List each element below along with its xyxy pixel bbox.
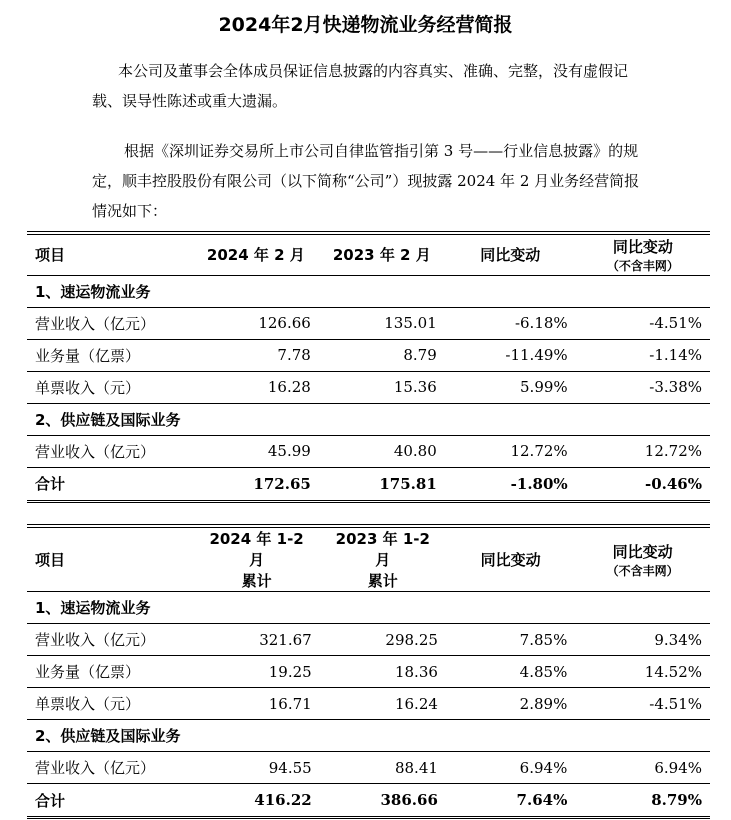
total-2023: 386.66: [320, 784, 446, 818]
table-header-row: [27, 526, 710, 592]
total-2023: 175.81: [319, 467, 445, 501]
total-yoy-excl: -0.46%: [576, 467, 710, 501]
cell-2023: 40.80: [319, 435, 445, 467]
row-label: 单票收入（元）: [27, 688, 193, 720]
header-2023-jan-feb-label: 2023 年 1-2 月: [335, 530, 430, 569]
cell-2024: 94.55: [193, 752, 319, 784]
table-row: [27, 752, 710, 784]
cell-yoy: 5.99%: [445, 371, 576, 403]
cell-yoy: 2.89%: [446, 688, 575, 720]
total-2024: 172.65: [193, 467, 319, 501]
cell-yoy-excl: -4.51%: [575, 688, 710, 720]
cell-yoy: -6.18%: [445, 307, 576, 339]
section-label: 2、供应链及国际业务: [27, 403, 710, 435]
header-yoy-excl: [575, 526, 710, 592]
table-row: [27, 371, 710, 403]
total-label: 合计: [27, 467, 193, 501]
cell-yoy: 12.72%: [445, 435, 576, 467]
section-label: 2、供应链及国际业务: [27, 720, 710, 752]
header-yoy: 同比变动: [480, 246, 541, 265]
cell-2023: 8.79: [319, 339, 445, 371]
header-yoy-excl-sub: （不含丰网）: [606, 563, 679, 578]
total-2024: 416.22: [193, 784, 319, 818]
disclaimer-paragraph: 本公司及董事会全体成员保证信息披露的内容真实、准确、完整，没有虚假记载、误导性陈述或重大遗漏。: [92, 62, 629, 110]
cell-2024: 126.66: [193, 307, 319, 339]
cell-yoy-excl: -4.51%: [576, 307, 710, 339]
header-2024-feb: 2024 年 2 月: [206, 246, 305, 265]
cumulative-report-table: [27, 524, 710, 819]
section-row-express: [27, 275, 710, 307]
cell-yoy-excl: 6.94%: [575, 752, 710, 784]
row-label: 业务量（亿票）: [27, 339, 193, 371]
cell-yoy-excl: 14.52%: [575, 656, 710, 688]
row-label: 单票收入（元）: [27, 371, 193, 403]
total-yoy-excl: 8.79%: [575, 784, 710, 818]
section-row-supply-chain: [27, 720, 710, 752]
cell-2024: 16.71: [193, 688, 319, 720]
header-yoy-excl-label: 同比变动: [612, 542, 673, 561]
header-2024-jan-feb: [193, 526, 319, 592]
cell-yoy: 7.85%: [446, 624, 575, 656]
table-row: [27, 435, 710, 467]
table-row: [27, 656, 710, 688]
monthly-report-table: [27, 231, 710, 503]
cell-2024: 7.78: [193, 339, 319, 371]
table-row: [27, 624, 710, 656]
cell-2024: 321.67: [193, 624, 319, 656]
total-row: [27, 467, 710, 501]
cell-yoy: -11.49%: [445, 339, 576, 371]
table-row: [27, 307, 710, 339]
cell-2024: 19.25: [193, 656, 319, 688]
cell-yoy-excl: 12.72%: [576, 435, 710, 467]
total-yoy: -1.80%: [445, 467, 576, 501]
row-label: 业务量（亿票）: [27, 656, 193, 688]
section-label: 1、速运物流业务: [27, 592, 710, 624]
table-header-row: [27, 233, 710, 275]
header-yoy-excl: [576, 233, 710, 275]
header-item: 项目: [35, 551, 66, 569]
section-row-supply-chain: [27, 403, 710, 435]
cell-yoy-excl: -1.14%: [576, 339, 710, 371]
cell-2024: 16.28: [193, 371, 319, 403]
total-label: 合计: [27, 784, 193, 818]
header-2024-cumulative: 累计: [241, 572, 272, 590]
table-row: [27, 688, 710, 720]
row-label: 营业收入（亿元）: [27, 752, 193, 784]
header-item: 项目: [35, 246, 66, 265]
cell-2024: 45.99: [193, 435, 319, 467]
table-row: [27, 339, 710, 371]
cell-2023: 16.24: [320, 688, 446, 720]
cell-yoy: 6.94%: [446, 752, 575, 784]
header-yoy-excl-sub: （不含丰网）: [606, 258, 679, 273]
section-label: 1、速运物流业务: [27, 275, 710, 307]
cell-yoy: 4.85%: [446, 656, 575, 688]
header-yoy-excl-label: 同比变动: [612, 237, 673, 256]
cell-yoy-excl: 9.34%: [575, 624, 710, 656]
cell-2023: 18.36: [320, 656, 446, 688]
cell-2023: 15.36: [319, 371, 445, 403]
page-title: 2024年2月快递物流业务经营简报: [218, 14, 513, 36]
row-label: 营业收入（亿元）: [27, 307, 193, 339]
intro-paragraph: 根据《深圳证券交易所上市公司自律监管指引第 3 号——行业信息披露》的规定，顺丰控股股份有限公司（以下简称“公司”）现披露 2024 年 2 月业务经营简报情况如下：: [92, 142, 640, 220]
cell-yoy-excl: -3.38%: [576, 371, 710, 403]
header-2023-cumulative: 累计: [367, 572, 398, 590]
header-yoy: 同比变动: [480, 551, 541, 569]
header-2024-jan-feb-label: 2024 年 1-2 月: [209, 530, 304, 569]
cell-2023: 88.41: [320, 752, 446, 784]
row-label: 营业收入（亿元）: [27, 435, 193, 467]
section-row-express: [27, 592, 710, 624]
header-2023-jan-feb: [320, 526, 446, 592]
total-yoy: 7.64%: [446, 784, 575, 818]
total-row: [27, 784, 710, 818]
cell-2023: 298.25: [320, 624, 446, 656]
row-label: 营业收入（亿元）: [27, 624, 193, 656]
cell-2023: 135.01: [319, 307, 445, 339]
header-2023-feb: 2023 年 2 月: [332, 246, 431, 265]
